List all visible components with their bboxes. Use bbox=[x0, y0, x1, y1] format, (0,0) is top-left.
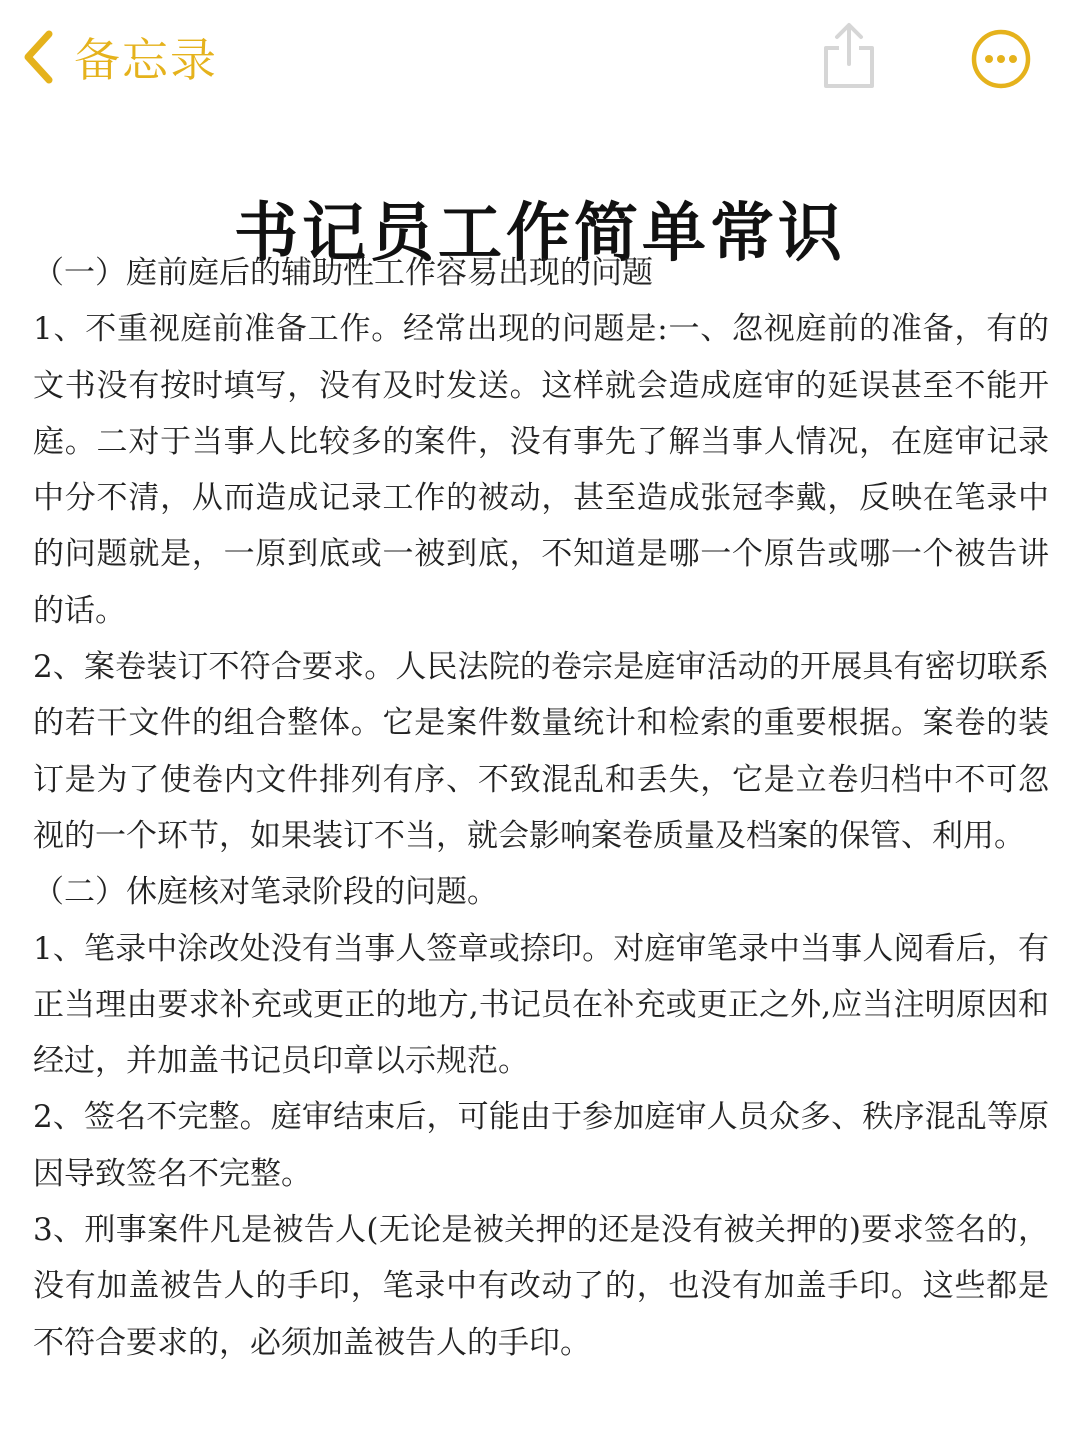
back-label: 备忘录 bbox=[74, 33, 218, 87]
note-paragraph: 2、案卷装订不符合要求。人民法院的卷宗是庭审活动的开展具有密切联系的若干文件的组合整体。它是案件数量统计和检索的重要根据。案卷的装订是为了使卷内文件排列有序、不致混乱和丢失，它是立卷归档中不可忽视的一个环节，如果装订不当，就会影响案卷质量及档案的保管、利用。 bbox=[33, 649, 1049, 854]
note-paragraph: 3、刑事案件凡是被告人(无论是被关押的还是没有被关押的)要求签名的，没有加盖被告人的手印，笔录中有改动了的，也没有加盖手印。这些都是不符合要求的，必须加盖被告人的手印。 bbox=[33, 1212, 1049, 1361]
note-paragraph: 1、笔录中涂改处没有当事人签章或捺印。对庭审笔录中当事人阅看后，有正当理由要求补充或更正的地方,书记员在补充或更正之外,应当注明原因和经过，并加盖书记员印章以示规范。 bbox=[33, 930, 1049, 1080]
note-title: 书记员工作简单常识 bbox=[234, 195, 846, 271]
navigation-bar bbox=[0, 0, 1080, 120]
more-options-button[interactable] bbox=[970, 28, 1032, 90]
back-button[interactable] bbox=[22, 26, 218, 88]
note-body[interactable] bbox=[33, 245, 1049, 1371]
more-icon bbox=[970, 28, 1032, 90]
note-paragraph: （二）休庭核对笔录阶段的问题。 bbox=[33, 874, 498, 911]
chevron-left-icon bbox=[22, 29, 54, 85]
share-button[interactable] bbox=[818, 20, 880, 92]
share-icon bbox=[818, 20, 880, 92]
note-paragraph: 1、不重视庭前准备工作。经常出现的问题是:一、忽视庭前的准备，有的文书没有按时填写，没有及时发送。这样就会造成庭审的延误甚至不能开庭。二对于当事人比较多的案件，没有事先了解当事人情况，在庭审记录中分不清，从而造成记录工作的被动，甚至造成张冠李戴，反映在笔录中的问题就是，一原到底或一被到底，不知道是哪一个原告或哪一个被告讲的话。 bbox=[33, 311, 1049, 629]
note-paragraph: 2、签名不完整。庭审结束后，可能由于参加庭审人员众多、秩序混乱等原因导致签名不完整。 bbox=[33, 1099, 1049, 1192]
note-paragraph: （一）庭前庭后的辅助性工作容易出现的问题 bbox=[33, 255, 653, 291]
